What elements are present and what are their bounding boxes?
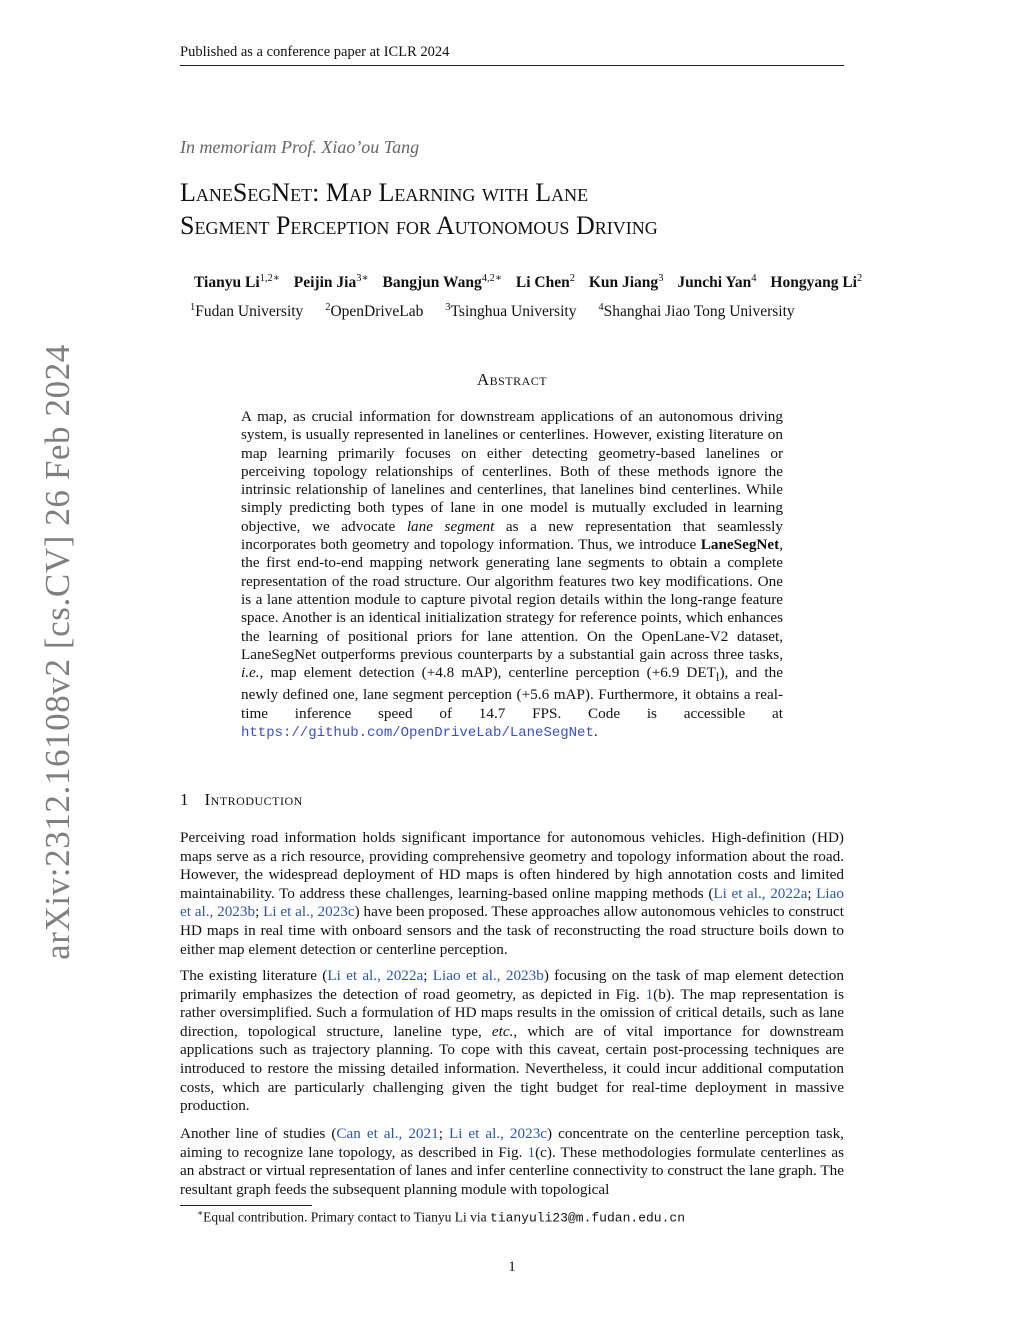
footnote: ∗Equal contribution. Primary contact to Tianyu Li via tianyuli23@m.fudan.edu.cn <box>197 1208 686 1226</box>
abstract-body: A map, as crucial information for downstream applications of an autonomous driving system, is usually represented in lanelines or centerlines. However, existing literature on map learning primarily focuses on either detecting geometry-based lanelines or perceiving topology relationships of centerlines. Both of these methods ignore the intrinsic relationship of lanelines and centerlines, that lanelines bind centerlines. While simply predicting both types of lane in one model is mutually excluded in learning objective, we advocate lane segment as a new representation that seamlessly incorporates both geometry and topology information. Thus, we introduce LaneSegNet, the first end-to-end mapping network generating lane segments to obtain a complete representation of the road structure. Our algorithm features two key modifications. One is a lane attention module to capture pivotal region details within the long-range feature space. Another is an identical initialization strategy for reference points, which enhances the learning of positional priors for lane attention. On the OpenLane-V2 dataset, LaneSegNet outperforms previous counterparts by a substantial gain across three tasks, i.e., map element detection (+4.8 mAP), centerline perception (+6.9 $DET_l$), and the newly defined one, lane segment perception (+5.6 mAP). Furthermore, it obtains a real-time inference speed of 14.7 FPS. Code is accessible at https://github.com/OpenDriveLab/LaneSegNet. <box>241 408 783 742</box>
author: Junchi Yan$^4$ <box>677 273 757 292</box>
author: Hongyang Li$^2$ <box>770 273 863 292</box>
paragraph: Perceiving road information holds significant importance for autonomous vehicles. High-definition (HD) maps serve as a rich resource, providing comprehensive geometry and topology information about the road. However, the widespread deployment of HD maps is often hindered by high annotation costs and limited maintainability. To address these challenges, learning-based online mapping methods (Li et al., 2022a; Liao et al., 2023b; Li et al., 2023c) have been proposed. These approaches allow autonomous vehicles to construct HD maps in real time with onboard sensors and the task of reconstructing the road structure boils down to either map element detection or centerline perception. <box>180 829 845 958</box>
abstract-heading: Abstract <box>476 370 548 389</box>
paper-title <box>180 176 880 242</box>
author: Kun Jiang$^3$ <box>588 273 664 292</box>
footnote-rule <box>180 1205 312 1206</box>
author: Tianyu $Li^{1,2∗}$ <box>194 273 280 292</box>
citation-link[interactable]: Can et al., 2021 <box>336 1125 439 1142</box>
affiliation: $^1$Fudan University <box>190 302 304 321</box>
figure-link[interactable]: 1 <box>527 1143 536 1161</box>
affiliation: $^2$OpenDriveLab <box>325 302 424 321</box>
page-number: 1 <box>508 1259 516 1275</box>
author: Peijin Jia$^{3∗}$ <box>293 273 369 292</box>
author: Bangjun Wang$^{4,2∗}$ <box>382 273 502 292</box>
figure-link[interactable]: 1 <box>645 985 654 1003</box>
header-rule <box>180 65 844 66</box>
affiliation: $^4$Shanghai Jiao Tong University <box>598 302 795 321</box>
running-header: Published as a conference paper at ICLR 2024 <box>180 44 450 60</box>
contact-email[interactable]: tianyuli23@m.fudan.edu.cn <box>489 1210 686 1226</box>
citation-link[interactable]: Liao et al., 2023b <box>180 884 844 921</box>
affiliation: $^3$Tsinghua University <box>445 302 577 321</box>
citation-link[interactable]: Li et al., 2022a <box>327 967 424 984</box>
title-line-1: LaneSegNet: Map Learning with Lane <box>180 178 589 207</box>
citation-link[interactable]: Liao et al., 2023b <box>432 967 544 984</box>
paragraph: Another line of studies (Can et al., 2021; Li et al., 2023c) concentrate on the centerline perception task, aiming to recognize lane topology, as described in Fig. 1(c). These methodologies formulate centerlines as an abstract or virtual representation of lanes and infer centerline connectivity to construct the lane graph. The resultant graph feeds the subsequent planning module with topological <box>180 1125 844 1198</box>
code-link[interactable]: https://github.com/OpenDriveLab/LaneSegNet <box>241 725 594 742</box>
title-line-2: Segment Perception for Autonomous Driving <box>180 211 658 240</box>
section-heading: 1 Introduction <box>180 790 303 809</box>
citation-link[interactable]: Li et al., 2023c <box>263 903 355 921</box>
author-list <box>194 272 914 292</box>
affiliation-list <box>190 302 890 321</box>
author: Li Chen$^2$ <box>515 273 575 292</box>
arxiv-watermark: arXiv:2312.16108v2 [cs.CV] 26 Feb 2024 <box>38 344 77 960</box>
memoriam-line: In memoriam Prof. Xiao’ou Tang <box>180 137 420 157</box>
citation-link[interactable]: Li et al., 2023c <box>448 1125 548 1142</box>
paragraph: The existing literature (Li et al., 2022a; Liao et al., 2023b) focusing on the task of map element detection primarily emphasizes the detection of road geometry, as depicted in Fig. 1(b). The map representation is rather oversimplified. Such a formulation of HD maps results in the omission of critical details, such as lane direction, topological structure, laneline type, etc., which are of vital importance for downstream applications such as trajectory planning. To cope with this caveat, certain post-processing techniques are introduced to restore the missing detailed information. Nevertheless, it could incur additional computation costs, which are particularly challenging given the tight budget for real-time deployment in massive production. <box>180 967 844 1115</box>
citation-link[interactable]: Li et al., 2022a <box>713 884 808 902</box>
